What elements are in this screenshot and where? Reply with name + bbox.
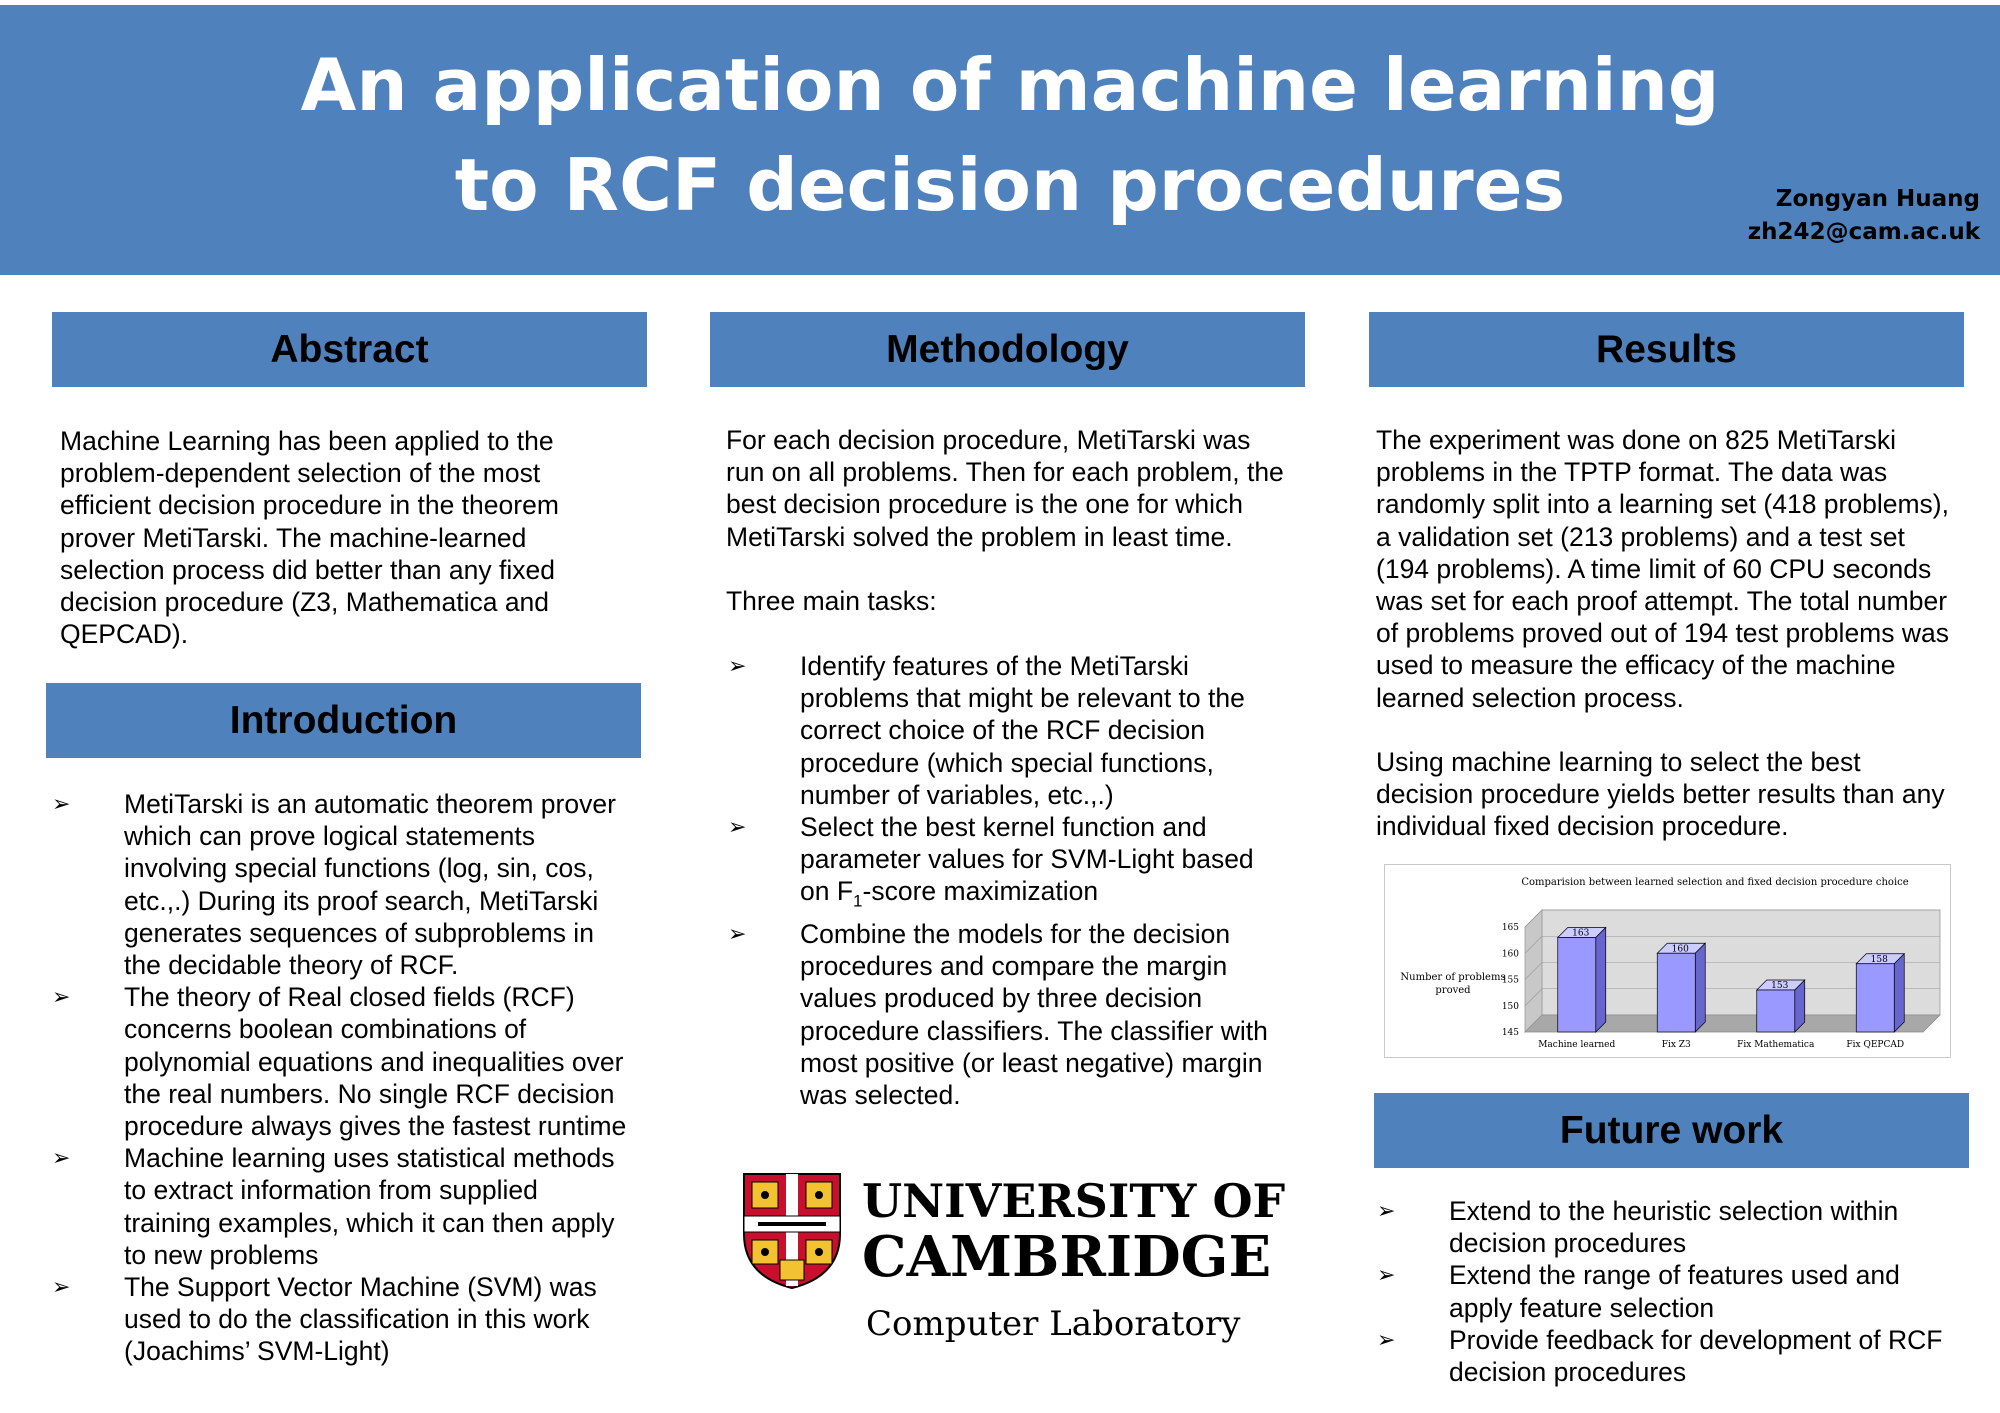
bullet-line: apply feature selection: [1449, 1292, 1715, 1323]
bullet-line: used to do the classification in this work: [124, 1304, 590, 1335]
results-line: of problems proved out of 194 test problems was: [1376, 618, 1949, 649]
y-tick-label: 155: [1501, 975, 1519, 986]
logo-line-3: Computer Laboratory: [866, 1304, 1241, 1344]
arrowhead-bullet-icon: ➢: [1377, 1262, 1396, 1288]
list-item: [1377, 1259, 1942, 1323]
bullet-line: problems that might be relevant to the: [800, 683, 1245, 714]
bar-side: [1894, 954, 1904, 1032]
abstract-text: [60, 425, 559, 650]
list-item: [52, 981, 626, 1142]
arrowhead-bullet-icon: ➢: [1377, 1326, 1396, 1352]
bullet-line: generates sequences of subproblems in: [124, 917, 594, 948]
arrowhead-bullet-icon: ➢: [728, 920, 747, 946]
author-name: Zongyan Huang: [1775, 186, 1980, 212]
future-work-heading: Future work: [1374, 1093, 1969, 1168]
author-email: zh242@cam.ac.uk: [1747, 219, 1980, 245]
bullet-line: decision procedures: [1449, 1357, 1687, 1388]
results-line: (194 problems). A time limit of 60 CPU seconds: [1376, 553, 1932, 584]
list-item: [728, 918, 1268, 1111]
bullet-line: Select the best kernel function and: [800, 812, 1207, 843]
results-line: individual fixed decision procedure.: [1376, 811, 1789, 842]
y-tick-label: 165: [1501, 923, 1519, 933]
list-item: [1377, 1195, 1942, 1259]
results-line: decision procedure yields better results than any: [1376, 779, 1945, 810]
arrowhead-bullet-icon: ➢: [728, 653, 747, 678]
x-tick-label: Fix QEPCAD: [1846, 1040, 1905, 1050]
bar: [1856, 964, 1894, 1032]
university-logo: [740, 1168, 1300, 1353]
bullet-line: to extract information from supplied: [124, 1175, 538, 1206]
y-tick-label: 145: [1501, 1028, 1519, 1038]
results-line: The experiment was done on 825 MetiTarski: [1376, 425, 1896, 455]
abstract-heading: Abstract: [52, 312, 647, 387]
results-heading: Results: [1369, 312, 1964, 387]
abstract-line: decision procedure (Z3, Mathematica and: [60, 587, 550, 618]
bullet-line: procedure always gives the fastest runtime: [124, 1111, 627, 1142]
methodology-line: MetiTarski solved the problem in least time.: [726, 521, 1233, 552]
title-line-2: to RCF decision procedures: [454, 143, 1566, 227]
results-line: randomly split into a learning set (418 problems),: [1376, 489, 1949, 520]
results-chart: [1384, 864, 1951, 1058]
y-tick-label: 160: [1501, 949, 1519, 960]
results-line: a validation set (213 problems) and a test set: [1376, 521, 1905, 552]
methodology-list: [728, 650, 1268, 1111]
bullet-line: which can prove logical statements: [124, 821, 535, 852]
bullet-line: procedures and compare the margin: [800, 951, 1228, 982]
list-item: [52, 1271, 626, 1368]
bar: [1558, 938, 1596, 1033]
bullet-line: procedure (which special functions,: [800, 747, 1214, 778]
bullet-line: parameter values for SVM-Light based: [800, 844, 1254, 875]
bar-chart: [1385, 865, 1950, 1057]
bullet-line: number of variables, etc.,.): [800, 779, 1114, 810]
bullet-line: Combine the models for the decision: [800, 918, 1231, 949]
results-line: used to measure the efficacy of the machine: [1376, 650, 1896, 681]
results-line: Using machine learning to select the best: [1376, 746, 1861, 777]
x-tick-label: Machine learned: [1538, 1040, 1616, 1050]
data-label: 160: [1671, 944, 1689, 955]
y-tick-label: 150: [1501, 1001, 1519, 1012]
abstract-line: efficient decision procedure in the theorem: [60, 490, 559, 521]
bullet-line: concerns boolean combinations of: [124, 1014, 527, 1045]
list-item: [1377, 1324, 1942, 1388]
y-axis-label: proved: [1435, 985, 1471, 996]
method-bullet-2-text: [800, 811, 1268, 875]
chart-title: Comparision between learned selection and fixed decision procedure choice: [1521, 877, 1909, 888]
methodology-heading: Methodology: [710, 312, 1305, 387]
arrowhead-bullet-icon: ➢: [52, 984, 71, 1010]
abstract-line: QEPCAD).: [60, 619, 189, 650]
bar: [1757, 990, 1795, 1032]
results-line: was set for each proof attempt. The total number: [1376, 586, 1948, 617]
bullet-line: Provide feedback for development of RCF: [1449, 1324, 1943, 1355]
list-item: [728, 650, 1268, 811]
list-item: [52, 1142, 626, 1271]
bullet-line: involving special functions (log, sin, cos,: [124, 853, 594, 884]
results-line: problems in the TPTP format. The data was: [1376, 457, 1888, 488]
bullet-line: etc.,.) During its proof search, MetiTarski: [124, 885, 599, 916]
data-label: 163: [1572, 928, 1590, 939]
methodology-line: best decision procedure is the one for which: [726, 489, 1244, 520]
abstract-line: selection process did better than any fixed: [60, 554, 555, 585]
bullet-line: (Joachims’ SVM-Light): [124, 1336, 390, 1367]
bullet-line: most positive (or least negative) margin: [800, 1047, 1263, 1078]
bullet-line: Machine learning uses statistical methods: [124, 1143, 615, 1174]
bullet-line: training examples, which it can then apply: [124, 1207, 615, 1238]
method-bullet-3-text: [800, 918, 1268, 1111]
tasks-label: Three main tasks:: [726, 586, 937, 616]
bullet-line: values produced by three decision: [800, 983, 1203, 1014]
abstract-line: prover MetiTarski. The machine-learned: [60, 522, 527, 553]
arrowhead-bullet-icon: ➢: [728, 814, 747, 840]
future-work-list: [1377, 1195, 1942, 1388]
data-label: 153: [1771, 981, 1789, 991]
abstract-line: problem-dependent selection of the most: [60, 458, 541, 489]
bullet-line: MetiTarski is an automatic theorem prover: [124, 789, 616, 819]
bar-side: [1596, 928, 1606, 1033]
results-text: [1376, 424, 1949, 842]
bar-side: [1695, 943, 1705, 1032]
bullet-line: Extend the range of features used and: [1449, 1260, 1900, 1291]
methodology-line: For each decision procedure, MetiTarski was: [726, 425, 1251, 455]
bullet-line: The theory of Real closed fields (RCF): [124, 982, 575, 1013]
arrowhead-bullet-icon: ➢: [52, 1145, 71, 1171]
bullet-line: the real numbers. No single RCF decision: [124, 1078, 615, 1109]
bar: [1657, 953, 1695, 1032]
author-block: [1748, 183, 1980, 249]
results-line: learned selection process.: [1376, 682, 1684, 713]
method-bullet-2-last-line: on $F_1$-score maximization: [800, 876, 1099, 911]
bullet-line: decision procedures: [1449, 1228, 1687, 1259]
bullet-line: polynomial equations and inequalities over: [124, 1046, 624, 1077]
logo-line-2: CAMBRIDGE: [862, 1224, 1272, 1290]
method-bullet-1-text: [800, 650, 1268, 811]
bullet-line: to new problems: [124, 1239, 319, 1270]
list-item: [52, 788, 626, 981]
x-tick-label: Fix Z3: [1661, 1040, 1691, 1050]
bullet-line: was selected.: [800, 1079, 961, 1110]
arrowhead-bullet-icon: ➢: [1377, 1198, 1396, 1223]
methodology-line: run on all problems. Then for each problem, the: [726, 457, 1284, 488]
title-line-1: An application of machine learning: [300, 43, 1720, 127]
methodology-intro: [726, 424, 1284, 553]
data-label: 158: [1870, 954, 1888, 965]
x-tick-label: Fix Mathematica: [1737, 1040, 1815, 1050]
logo-line-1: UNIVERSITY OF: [862, 1174, 1286, 1228]
y-axis-label: Number of problems: [1400, 972, 1506, 983]
bullet-line: Identify features of the MetiTarski: [800, 651, 1189, 681]
university-crest-icon: [742, 1172, 842, 1290]
bullet-line: Extend to the heuristic selection within: [1449, 1196, 1899, 1226]
bullet-line: correct choice of the RCF decision: [800, 715, 1206, 746]
list-item: [728, 811, 1268, 918]
arrowhead-bullet-icon: ➢: [52, 791, 71, 816]
arrowhead-bullet-icon: ➢: [52, 1274, 71, 1300]
abstract-line: Machine Learning has been applied to the: [60, 426, 554, 456]
bullet-line: the decidable theory of RCF.: [124, 950, 459, 981]
introduction-list: [52, 788, 626, 1368]
poster-title: [200, 35, 1820, 235]
bullet-line: procedure classifiers. The classifier with: [800, 1015, 1268, 1046]
bullet-line: The Support Vector Machine (SVM) was: [124, 1272, 597, 1303]
introduction-heading: Introduction: [46, 683, 641, 758]
